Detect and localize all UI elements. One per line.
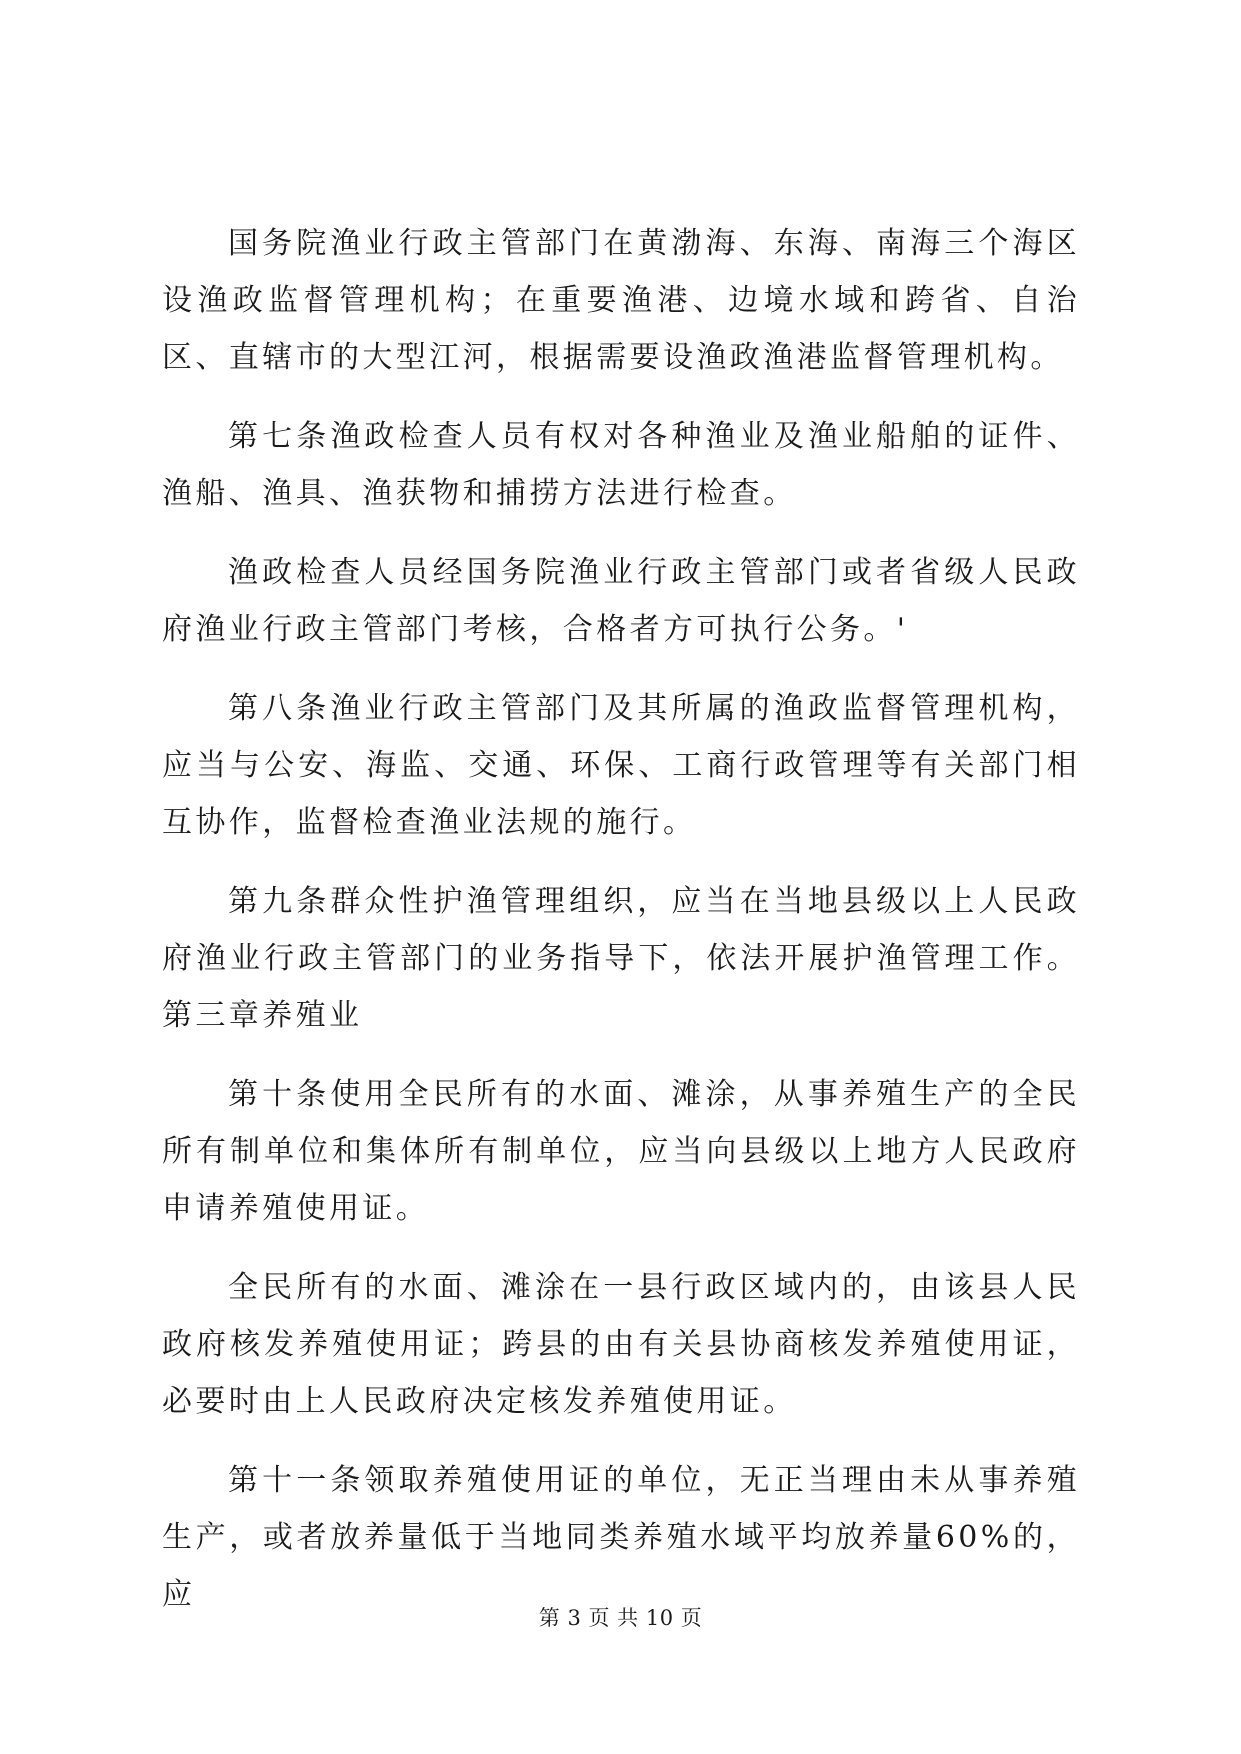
paragraph-8: 第十一条领取养殖使用证的单位，无正当理由未从事养殖生产，或者放养量低于当地同类养殖水域平均放养量60%的，应 (162, 1463, 1080, 1612)
paragraph-3: 渔政检查人员经国务院渔业行政主管部门或者省级人民政府渔业行政主管部门考核，合格者方可执行公务。' (162, 555, 1080, 647)
paragraph-4: 第八条渔业行政主管部门及其所属的渔政监督管理机构，应当与公安、海监、交通、环保、工商行政管理等有关部门相互协作，监督检查渔业法规的施行。 (162, 691, 1080, 840)
paragraph-7: 全民所有的水面、滩涂在一县行政区域内的，由该县人民政府核发养殖使用证；跨县的由有关县协商核发养殖使用证，必要时由上人民政府决定核发养殖使用证。 (162, 1270, 1080, 1419)
page-number-footer: 第 3 页 共 10 页 (538, 1606, 703, 1630)
paragraph-1: 国务院渔业行政主管部门在黄渤海、东海、南海三个海区设渔政监督管理机构；在重要渔港、边境水域和跨省、自治区、直辖市的大型江河，根据需要设渔政渔港监督管理机构。 (162, 226, 1080, 375)
paragraph-2: 第七条渔政检查人员有权对各种渔业及渔业船舶的证件、渔船、渔具、渔获物和捕捞方法进行检查。 (162, 419, 1080, 511)
paragraph-5: 第九条群众性护渔管理组织，应当在当地县级以上人民政府渔业行政主管部门的业务指导下，依法开展护渔管理工作。第三章养殖业 (162, 884, 1080, 1033)
paragraph-6: 第十条使用全民所有的水面、滩涂，从事养殖生产的全民所有制单位和集体所有制单位，应当向县级以上地方人民政府申请养殖使用证。 (162, 1077, 1080, 1226)
document-body (162, 215, 1080, 1645)
